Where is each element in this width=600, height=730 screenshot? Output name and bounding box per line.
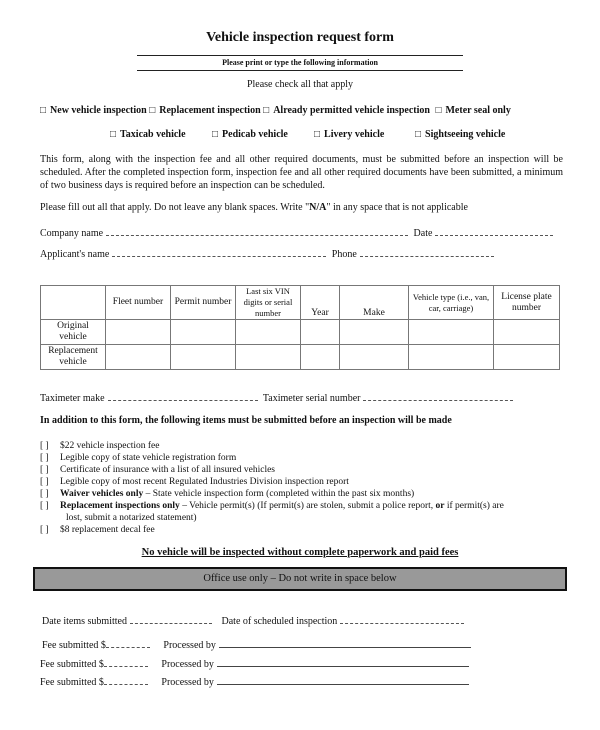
taximeter-serial-label: Taximeter serial number bbox=[262, 393, 361, 404]
date-items-label: Date items submitted bbox=[42, 616, 127, 627]
checkbox-label: Livery vehicle bbox=[324, 129, 385, 140]
checkbox-sightseeing[interactable] bbox=[415, 129, 505, 140]
checkbox-replacement[interactable] bbox=[149, 105, 260, 116]
taximeter-make-field[interactable] bbox=[108, 392, 258, 401]
date-scheduled-field[interactable] bbox=[340, 615, 464, 624]
table-header: Permit number bbox=[171, 286, 236, 320]
table-header: Last six VIN digits or serial number bbox=[236, 286, 301, 320]
vehicle-table bbox=[40, 285, 560, 370]
bracket-checkbox[interactable]: [ ] bbox=[40, 489, 49, 499]
checkbox-pedicab[interactable] bbox=[212, 129, 288, 140]
item-text: – Vehicle permit(s) (If permit(s) are stolen, submit a police report, bbox=[179, 501, 436, 511]
processed-by-label: Processed by bbox=[163, 640, 216, 651]
item-text: Legible copy of most recent Regulated Industries Division inspection report bbox=[60, 477, 349, 487]
processed-by-label: Processed by bbox=[161, 659, 214, 670]
table-row bbox=[41, 345, 560, 370]
required-items-list bbox=[40, 440, 560, 536]
date-items-field[interactable] bbox=[130, 615, 212, 624]
list-item[interactable] bbox=[40, 488, 560, 500]
table-cell[interactable] bbox=[301, 320, 340, 345]
table-cell[interactable] bbox=[409, 320, 494, 345]
checkbox-label: Replacement inspection bbox=[159, 105, 261, 116]
fee-label: Fee submitted $ bbox=[42, 640, 106, 651]
list-item[interactable] bbox=[40, 476, 560, 488]
applicants-name-label: Applicant's name bbox=[40, 249, 110, 260]
checkbox-icon: □ bbox=[110, 129, 117, 140]
table-cell[interactable] bbox=[236, 320, 301, 345]
form-title: Vehicle inspection request form bbox=[206, 30, 394, 45]
checkbox-icon: □ bbox=[435, 105, 442, 116]
required-heading: In addition to this form, the following items must be submitted before an inspection will be made bbox=[40, 415, 452, 426]
list-item[interactable] bbox=[40, 440, 560, 452]
processed-by-label: Processed by bbox=[161, 677, 214, 688]
office-use-banner: Office use only – Do not write in space below bbox=[33, 567, 567, 591]
bracket-checkbox[interactable]: [ ] bbox=[40, 465, 49, 475]
checkbox-already-permitted[interactable] bbox=[263, 105, 430, 116]
item-bold: Replacement inspections only bbox=[60, 501, 180, 511]
bracket-checkbox[interactable]: [ ] bbox=[40, 453, 49, 463]
table-cell[interactable] bbox=[236, 345, 301, 370]
checkbox-icon: □ bbox=[263, 105, 270, 116]
processed-by-field[interactable] bbox=[217, 658, 469, 667]
table-header: Make bbox=[340, 286, 409, 320]
table-cell[interactable] bbox=[494, 320, 560, 345]
table-header: Fleet number bbox=[106, 286, 171, 320]
applicant-row bbox=[40, 248, 497, 260]
checkbox-meter-seal[interactable] bbox=[435, 105, 510, 116]
office-dates-row bbox=[42, 615, 467, 627]
date-label: Date bbox=[413, 228, 433, 239]
date-scheduled-label: Date of scheduled inspection bbox=[221, 616, 338, 627]
bracket-checkbox[interactable]: [ ] bbox=[40, 525, 49, 535]
checkbox-taxicab[interactable] bbox=[110, 129, 186, 140]
bracket-checkbox[interactable]: [ ] bbox=[40, 477, 49, 487]
na-text: N/A bbox=[309, 202, 327, 213]
fee-field[interactable] bbox=[104, 676, 148, 685]
table-header-row bbox=[41, 286, 560, 320]
table-cell[interactable] bbox=[171, 320, 236, 345]
table-header: Year bbox=[301, 286, 340, 320]
taximeter-serial-field[interactable] bbox=[363, 392, 513, 401]
table-cell[interactable] bbox=[106, 320, 171, 345]
checkbox-label: Sightseeing vehicle bbox=[425, 129, 506, 140]
table-header: License plate number bbox=[494, 286, 560, 320]
checkbox-label: Taxicab vehicle bbox=[120, 129, 186, 140]
fee-field[interactable] bbox=[106, 639, 150, 648]
warning-text: No vehicle will be inspected without complete paperwork and paid fees bbox=[141, 547, 459, 558]
checkbox-label: Meter seal only bbox=[445, 105, 511, 116]
taximeter-make-label: Taximeter make bbox=[40, 393, 105, 404]
checkbox-livery[interactable] bbox=[314, 129, 384, 140]
item-bold: or bbox=[435, 501, 445, 511]
applicants-name-field[interactable] bbox=[112, 248, 326, 257]
fee-label: Fee submitted $ bbox=[40, 677, 104, 688]
checkbox-icon: □ bbox=[415, 129, 422, 140]
list-item-continuation: lost, submit a notarized statement) bbox=[66, 513, 197, 523]
checkbox-label: New vehicle inspection bbox=[50, 105, 147, 116]
check-prompt: Please check all that apply bbox=[246, 79, 354, 90]
table-cell[interactable] bbox=[494, 345, 560, 370]
processed-by-field[interactable] bbox=[217, 676, 469, 685]
fee-label: Fee submitted $ bbox=[40, 659, 104, 670]
processed-by-field[interactable] bbox=[219, 639, 471, 648]
checkbox-icon: □ bbox=[314, 129, 321, 140]
checkbox-icon: □ bbox=[40, 105, 47, 116]
bracket-checkbox[interactable]: [ ] bbox=[40, 501, 49, 511]
date-field[interactable] bbox=[435, 227, 553, 236]
row-label: Original vehicle bbox=[41, 320, 106, 345]
table-cell[interactable] bbox=[340, 345, 409, 370]
item-text: $22 vehicle inspection fee bbox=[60, 441, 160, 451]
item-text: $8 replacement decal fee bbox=[60, 525, 155, 535]
table-cell[interactable] bbox=[106, 345, 171, 370]
table-header: Vehicle type (i.e., van, car, carriage) bbox=[409, 286, 494, 320]
instructions-paragraph: This form, along with the inspection fee and all other required documents, must be submitted before an inspection will be scheduled. After the completed inspection form, inspection fee and all other required documents have been submitted, a minimum of two business days is required before an inspection can be scheduled. bbox=[40, 154, 563, 191]
row-label: Replacement vehicle bbox=[41, 345, 106, 370]
taximeter-row bbox=[40, 392, 516, 404]
list-item[interactable] bbox=[40, 452, 560, 464]
table-cell[interactable] bbox=[340, 320, 409, 345]
fill-note-text: " in any space that is not applicable bbox=[326, 202, 468, 213]
item-bold: Waiver vehicles only bbox=[60, 489, 144, 499]
table-row bbox=[41, 320, 560, 345]
item-text: Certificate of insurance with a list of all insured vehicles bbox=[60, 465, 275, 475]
checkbox-icon: □ bbox=[212, 129, 219, 140]
fee-field[interactable] bbox=[104, 658, 148, 667]
divider bbox=[137, 55, 463, 56]
fee-row bbox=[40, 658, 472, 670]
item-text: Legible copy of state vehicle registration form bbox=[60, 453, 237, 463]
inspection-type-row bbox=[40, 105, 511, 116]
table-header bbox=[41, 286, 106, 320]
checkbox-label: Pedicab vehicle bbox=[222, 129, 288, 140]
company-name-field[interactable] bbox=[106, 227, 408, 236]
fill-note-text: Please fill out all that apply. Do not leave any blank spaces. Write " bbox=[40, 202, 310, 213]
phone-field[interactable] bbox=[360, 248, 494, 257]
item-text: – State vehicle inspection form (completed within the past six months) bbox=[143, 489, 415, 499]
divider bbox=[137, 70, 463, 71]
list-item[interactable] bbox=[40, 500, 560, 512]
fill-note bbox=[40, 202, 468, 213]
company-row bbox=[40, 227, 556, 239]
item-text: if permit(s) are bbox=[444, 501, 504, 511]
checkbox-label: Already permitted vehicle inspection bbox=[273, 105, 430, 116]
table-cell[interactable] bbox=[301, 345, 340, 370]
list-item[interactable] bbox=[40, 524, 560, 536]
phone-label: Phone bbox=[331, 249, 357, 260]
fee-row bbox=[40, 676, 472, 688]
company-name-label: Company name bbox=[40, 228, 104, 239]
fee-row bbox=[42, 639, 474, 651]
form-subtitle: Please print or type the following information bbox=[222, 58, 378, 67]
list-item[interactable] bbox=[40, 464, 560, 476]
table-cell[interactable] bbox=[409, 345, 494, 370]
checkbox-icon: □ bbox=[149, 105, 156, 116]
bracket-checkbox[interactable]: [ ] bbox=[40, 441, 49, 451]
table-cell[interactable] bbox=[171, 345, 236, 370]
checkbox-new[interactable] bbox=[40, 105, 147, 116]
